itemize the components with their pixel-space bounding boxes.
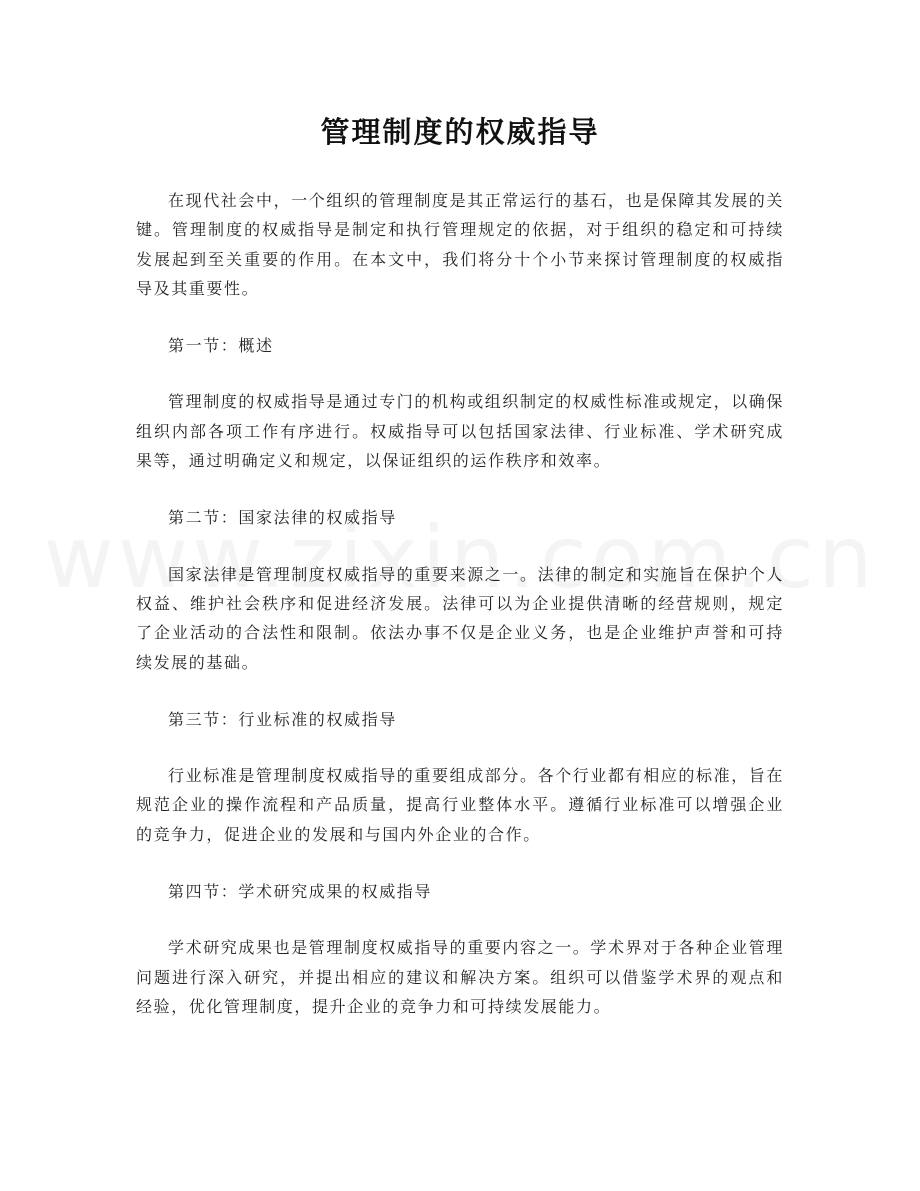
section-paragraph: 行业标准是管理制度权威指导的重要组成部分。各个行业都有相应的标准，旨在规范企业的操作流程和产品质量，提高行业整体水平。遵循行业标准可以增强企业的竞争力，促进企业的发展和与国内外企业的合作。 bbox=[136, 766, 785, 844]
section-heading: 第二节：国家法律的权威指导 bbox=[168, 508, 397, 528]
section-heading: 第一节：概述 bbox=[168, 336, 274, 356]
section-heading: 第三节：行业标准的权威指导 bbox=[168, 709, 397, 729]
document-body bbox=[136, 186, 784, 1021]
section-paragraph: 学术研究成果也是管理制度权威指导的重要内容之一。学术界对于各种企业管理问题进行深入研究，并提出相应的建议和解决方案。组织可以借鉴学术界的观点和经验，优化管理制度，提升企业的竞争力和可持续发展能力。 bbox=[136, 938, 785, 1016]
section-paragraph: 管理制度的权威指导是通过专门的机构或组织制定的权威性标准或规定，以确保组织内部各项工作有序进行。权威指导可以包括国家法律、行业标准、学术研究成果等，通过明确定义和规定，以保证组织的运作秩序和效率。 bbox=[136, 392, 785, 471]
intro-paragraph: 在现代社会中，一个组织的管理制度是其正常运行的基石，也是保障其发展的关键。管理制度的权威指导是制定和执行管理规定的依据，对于组织的稳定和可持续发展起到至关重要的作用。在本文中，我们将分十个小节来探讨管理制度的权威指导及其重要性。 bbox=[136, 191, 785, 298]
section-heading: 第四节：学术研究成果的权威指导 bbox=[168, 882, 433, 902]
section-paragraph: 国家法律是管理制度权威指导的重要来源之一。法律的制定和实施旨在保护个人权益、维护社会秩序和促进经济发展。法律可以为企业提供清晰的经营规则，规定了企业活动的合法性和限制。依法办事不仅是企业义务，也是企业维护声誉和可持续发展的基础。 bbox=[136, 564, 785, 672]
document-title: 管理制度的权威指导 bbox=[320, 115, 600, 149]
